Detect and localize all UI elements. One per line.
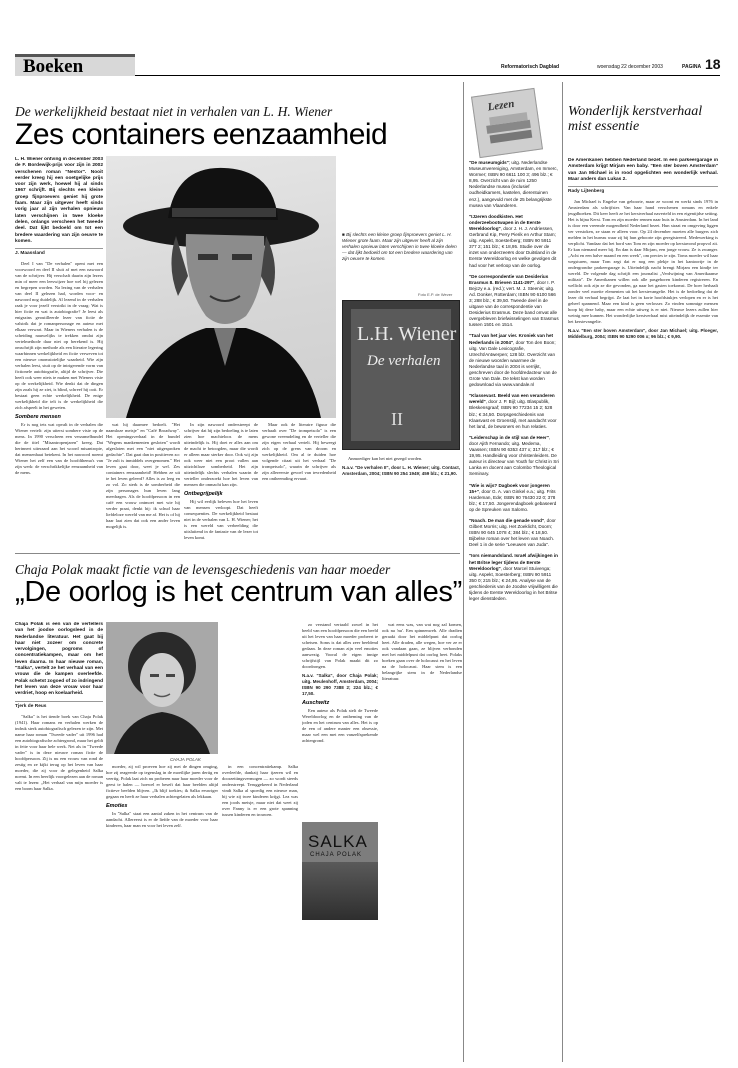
article2-body-4: zo verstand vertaald zowel in het beeld van een hoofdpersoon die een beeld uit het leven van haar moeder probeert te schetsen. Soms is dat alles zeer beeldend gedaan. In deze roman zijn veel emoties aanwezig. Vooral de eigen innige schrijfstijl van Polak maakt dit zo doordrongen.: [302, 622, 378, 669]
book-list-item: [469, 483, 559, 513]
book-list-title: "De museumgids": [469, 160, 509, 165]
book-list-item: [469, 214, 559, 269]
article2-lead: Chaja Polak is een van de vertellers van het joodse oorlogsleed in de Nederlandse literatuur. Het gaat bij haar niet zozeer om concrete vervolgingen, pogroms of concentratiekampen, maar om het leven daarna. In haar nieuwe roman, "Salka", vertelt ze het verhaal van een vrouw die de kampen overleefde. Polak schetst zogoed of zo indringend het leven van deze vrouw voor haar verdriet, hoop en koelaarheid.: [15, 622, 103, 697]
book-list-title: "Iors niemandsland. Israël afwijkingen in het Britse leger tijdens de Eerste Wereldoorlog": [469, 553, 558, 571]
article2-body-1: "Salka" is het tiende boek van Chaja Polak (1941). Haar romans en verhalen werken de indruk sterk autobiografisch gelezen te zijn. Met name haar roman "Tweede vader" uit 1996 had een autobiografische achtergrond, maar het geldt in feite voor haar hele werk. Net als in "Tweede vader" is in deze nieuwe roman fictie de hoofdpersoon. Zij is nu een vrouw van rond de zestig en ze kijkt terug op het leven van haar moeder, die zij voor de gelegenheid Salka noemt. In een heerlijk voorgelezen aan de roman valt te lezen: „Het verhaal van mijn moeder is een boom haar Salka.: [15, 713, 103, 791]
article-divider: [15, 553, 460, 554]
article1-column-5: [342, 456, 460, 548]
book-list-details: , door G. A. van Ginkel e.a.; uitg. Frits Hardeman, Ede; ISBN 90 76430 22 0; 378 blz.; € 17,50. Jongerendagboek gebaseerd op de Spreuken van Salomo.: [469, 488, 557, 512]
page-date: woensdag 22 december 2003: [597, 64, 663, 70]
book-list-title: "Wie is wijs? Dagboek voor jongeren 15+": [469, 482, 550, 494]
book-list-title: "Leiderschap in de stijl van de Heer": [469, 434, 549, 440]
book-list-title: "De correspondentie van Desiderius Erasmus 8. Brieven 1141-297": [469, 273, 549, 285]
article2-column-1: [15, 622, 103, 1062]
new-books-list: [469, 160, 559, 1060]
book-list-details: , door Ajith Fernando; uitg. Medema, Vaassen; ISBN 90 6353 437 x; 317 blz.; € 19,95. Handleiding voor christenleiders. De auteur is directeur van Youth for Christ in Sri Lanka en docent aan Colombo Theological Seminary.: [469, 434, 559, 477]
article1-body-1b: Er is nog iets wat opvalt in de verhalen die Wiener vertelt: zijn uiterst sombere visie op de mens. In 1990 verscheen een verzamelbundel die de titel "Misantropenjaren" kreeg. Dat herinnert uiteraard aan het woord misantropie, dat mensenhaat betekent. In het nawoord noemt Wiener het zelf een van de hoofdthema's van zijn werk: de verschrikkelijke eenzaamheid van de mens.: [15, 422, 103, 476]
article1-subhead-2: Ontbegrijpelijk: [184, 491, 223, 497]
sidebar-book-info: N.a.v. "Een ster boven Amsterdam", door Jan Michael; uitg. Ploeger, Middelburg, 2004; ISBN 90 5290 006 x; 96 blz.; € 9,90.: [568, 328, 718, 340]
article2-body-2: moeder, zij wil proeven hoe zij met de dingen omging, hoe zij reageerde op tegenslag in de moeilijke jaren dertig en veertig. Polak laat zich nu proberen naar haar moeder voor de geest te halen — hoewel er beseft dat haar beelden altijd fictieve beelden blijven. „Ik blijf toekies; ik Salka eeuwiger gegaan en heeft ze haar verhalen achtergelaten als lekkaan.: [106, 764, 218, 799]
page-header: [15, 54, 720, 76]
article2-body-2b: In "Salka" staat een aantal zaken in het centrum van de aandacht. Allereerst is er de liefde van de moeder voor haar kinderen, haar man en voor het leven zelf.: [106, 811, 218, 828]
article2-subhead-2: Auschwitz: [302, 700, 330, 706]
portrait-illustration: [106, 156, 336, 418]
book-list-item: [469, 160, 559, 209]
article2-column-5: [382, 622, 462, 1062]
sidebar-body: Jan Michael is Engelse van geboorte, maar ze woont en werkt sinds 1976 in Amsterdam als schrijfster. Van haar hand verschenen romans en enkele jeugdboeken. Dit keer heeft ze het kerstverhaal naverteld in een eigentijdse setting. Het is bijna Kerst. Tom en zijn moeder rennen naar huis in Amsterdam. In het land is door een vreemde mogendheid Nederland bezet. Hun straat en omgeving liggen ver verstoken, ze staan er alleen voor. Op 24 december moeten alle burgers zich melden in het bureau waar zij bij hun geboorte zijn geregistreerd. Medewerking is verplicht. Vandaar dat het bord van Tom en zijn moeder op kerstavond propvol zit. Er kan niemand meer bij. En dan is daar Mirjam, een jonge vrouw. Ze is zwanger. „Acht en een halve maand en een week", om precies te zijn. Toms moeder wil haar wegsturen, maar Tom zegt dat er nog een plekje in het kantoortje in de ondergrondse parkeergarage is. Uiteindelijk nacht brengt Mirjam een kindje ter wereld. De volgende dag schrijft een journalist „Verdwijning van Amerikaanse militair". De Amerikanen willen ook alle pasgeboren kinderen registreren. En wellicht ook zijn ze die gevonden, ga naar het gasten toekomst. De boer herhaalt zonder veel moeite elementen uit het kerstevangelie. Het is de bedoeling dat de lezer dit verhaal begrijpt. Ze laat het in korte hoofdstukjes verlopen en er is het geheel spannend. Maar een kind is geen verlosser. Zo vinden sommige mensen hoop bij deze baby, maar een echte uitweg is er niet. Nieuwe lezers zullen hier weinig mee kunnen. Het wonderlijke kerstverhaal mist uiteindelijk de essentie van het kerstevangelie.: [568, 199, 718, 325]
article1-body-1: Deel I van "De verhalen" opent met een voorwoord en deel II sluit af met een nawoord van de schrijver. Hij verschaft daarin zijn lezers min of meer een leeswijzer hoe wel hij gelezen en begrepen worden. Na lezing van de verhalen van deel II gelezen had, worden voor- en nawoord nog duidelijk. Al lezend in de verhalen raak je voor jezelf verstrikt in de vraag: Wat is hier fictie en wat is autobiografie? Je leest als enigszins geoutilleerde lezer van fictie de valstrik dat je romanpersonage en auteur met elkaar verwart. Maar in Wieners verhalen is de scheiding nauwelijks te trekken omdat zijn vertelmethode daar niet op berekend is. Hij omschrijft zijn methode als een literaire legering waarbinnen werkelijkheid en fictie verweven tot een nieuwe onomstotelijke waarheid. Wie zijn verhalen leest, stuit op de intrigerende vorm van fictionele autobiografie, altijd de schrijver. Die heeft ook weer niets te maken met Wieners visie op de werkelijkheid. Wie denkt dat de dingen zijn zoals hij ze ziet, is blind, schreef hij ooit. Er bestaat geen echte werkelijkheid. De enige werkelijkheid die telt is de werkelijkheid die zich afspeelt in het geweten.: [15, 261, 103, 411]
article2-body-4b: Een auteur als Polak stelt de Tweede Wereldoorlog en de ontheming van de joden en het centrum van alles. Het is op de een of andere manier een obsessie, maar wel een met een vanzelfsprekende achtergrond.: [302, 708, 378, 743]
article1-column-3: [184, 422, 258, 547]
sidebar-divider-right: [562, 82, 563, 1062]
article2-book-info: N.a.v. "Salka", door Chaja Polak; uitg. Meulenhoff, Amsterdam, 2004; ISBN 90 290 7388 2; 224 blz.; € 17,50.: [302, 673, 378, 696]
book-list-title: "IJzeren doodkisten. Het onderzeebootwapen in de Eerste Wereldoorlog": [469, 213, 541, 231]
wiener-book-cover: [342, 300, 460, 450]
article1-column-1: [15, 157, 103, 547]
book-list-details: ; uitg. Nederlandse Museumvereniging, Amsterdam, en Inmerc, Wormer; ISBN 90 6611 100 3; 496 blz.; € 8,95. Overzicht van de ruim 1250 Nederlandse musea (inclusief oudheidkamers, kastelen, dierentuinen enz.), aangevuld met de 25 belangrijkste musea van Vlaanderen.: [469, 160, 558, 208]
sidebar-kicker: Wonderlijk kerstverhaal mist essentie: [568, 104, 703, 134]
sidebar-article: [568, 158, 718, 1062]
article1-body-3b: Hij wil eerlijk beleven hoe het leven van mensen verloopt. Dat heeft consequenties. De werkelijkheid bestaat niet in de verhalen van L. H. Wiener; het is een wereld van verbeelding die uitsluitend in de fantasie van de lezer tot leven komt.: [184, 499, 258, 540]
book-list-item: [469, 435, 559, 478]
wiener-cover-title: De verhalen: [367, 353, 441, 369]
book-list-item: [469, 393, 559, 430]
article2-body-3: in een concentratiekamp. Salka overleefde, dankzij haar ijzeren wil en doorzettingsvermogen — zo wordt steeds onderstreept. Teruggekeerd in Nederland vindt Salka al spoedig een nieuwe man, bij wie zij twee kinderen krijgt. Lea was een joods meisje, maar niet dat weet zij over Fanny is er een grote spanning tussen kinderen en trouwen.: [222, 764, 298, 817]
book-list-item: [469, 553, 559, 602]
book-list-title: "Klassevast. Beeld van een veranderen wereld": [469, 393, 555, 405]
article1-photo-caption: ■ Bij slechts een kleine groep fijnproevers geniet L. H. Wiener grote faam. Maar zijn uitgever heeft al zijn verhalen opnieuw laten verschijnen in twee kloeke delen — dat lijkt bedoeld om tot een bredere waardering van zijn oeuvre te komen.: [342, 232, 457, 261]
sidebar-lead: De Amerikanen hebben Nederland bezet. In een parkeergarage in Amsterdam krijgt Mirjam een baby. "Een ster boven Amsterdam" van Jan Michael is in rood opgelichten een wonderlijk verhaal. Maar anders dan Lukas 2.: [568, 158, 718, 182]
article1-kicker: De werkelijkheid bestaat niet in verhalen van L. H. Wiener: [15, 104, 333, 119]
salka-cover-author: CHAJA POLAK: [310, 852, 363, 858]
polak-illustration: [106, 622, 218, 754]
article2-subhead-1: Emoties: [106, 803, 128, 809]
book-list-details: , door Marcel Stuivenga; uitg. Aspekt, Soesterberg; ISBN 90 5911 350 0; 215 blz.; € 24,95. Analyse van de geschiedenis van de Joodse vrijwilligers die tijdens de Eerste Wereldoorlog in het Britse leger dienstdeden.: [469, 565, 558, 602]
article1-body-3: In zijn nawoord onderstreept de schrijver dat hij zijn bedoeling is te laten zien hoe machteloos de mens uiteindelijk is. Hij doet er alles aan om de macht te betoogden, maar die wordt er alleen maar sterker door. Ook wij zijn ook weer niet een prooi vallen aan uitzichtloze somberheid. Het zijn uiteindelijk slechts verhalen waarin de verteller onderzoekt hoe het leven van mensen die onmacht kan zijn.: [184, 422, 258, 487]
article1-subhead-1: Sombere mensen: [15, 414, 61, 421]
article1-body-5: Anmoediger kan het niet gezegd worden.: [348, 456, 423, 461]
article2-title: „De oorlog is het centrum van alles”: [15, 576, 462, 608]
book-list-details: , door Gilbert Morris; uitg. Het Zoeklicht, Doorn; ISBN 90 645 1078 4; 384 blz.; € 18,50. Bijbelse roman over het leven van Noach. Deel 1 in de serie "Leeuwen van Juda".: [469, 517, 556, 548]
sidebar-badge: [471, 88, 543, 158]
article1-column-2: [106, 422, 180, 547]
polak-portrait-photo: [106, 622, 218, 754]
book-list-details: , door J. H. J. Andriessen, Gerbrand Kip, Perry Pierik en Arthur Stam; uitg. Aspekt, Soesterberg; ISBN 90 5911 377 2; 151 blz.; € 18,95. Studie over de inzet van onderzeeërs door Duitsland in de Eerste Wereldoorlog en welke gevolgen dit had voor het verloop van de oorlog.: [469, 225, 557, 268]
book-list-title: "Taal van het jaar vier. Kroniek van het Nederlands in 2004": [469, 333, 554, 345]
article1-author: J. Maassland: [15, 248, 103, 257]
article1-lead: L. H. Wiener ontving in december 2003 de F. Bordewijk-prijs voor zijn in 2002 verschenen roman "Nestor". Nooit eerder kreeg hij een ooetgelijke prijs voor zijn werk, hoewel hij al sinds 1967 schrijft. Bij slechts een kleine groep fijnproevers geniet hij grote faam. Maar zijn uitgever heeft sinds vorig jaar al zijn verhalen opnieuw laten verschijnen in twee kloeke delen, onlangs verscheen het tweede deel. Dat lijkt bedoeld om tot een bredere waardering van zijn oeuvre te komen.: [15, 157, 103, 244]
article1-body-4: Maar ook de literaire figuur die verhaalt over "De trompetsolo" is een gewone vreemdeling en de verteller die zijn eigen verhaal vertelt. Hij beweegt zich op de grens van droom en werkelijkheid. Om al te duiden hoe volgende citaat uit het verhaal "De trompetsolo", waarin de schrijver als zijn allereerste gevoel van tevredenheid een ontheemding ervaart.: [262, 422, 336, 481]
wiener-cover-volume: II: [391, 409, 403, 429]
book-list-details: , door I. P. Bejczy e.a. (red.); vert. M. J. Steenis; uitg. Ad. Donker, Rotterdam; ISBN 90 6100 566 3; 288 blz.; € 39,50. Tweede deel in de uitgave van de correspondentie van Desiderius Erasmus. Deze band omvat alle overgebleven briefwisselingen van Erasmus tussen 1501 en 1514.: [469, 279, 559, 328]
book-list-item: [469, 333, 559, 388]
page-label: PAGINA: [682, 64, 702, 70]
article1-body-2: wat hij daarmee bedoelt. "Het naamloze meisje" en "Café Broadway". Het openingsverhaal in de bundel "Wegens mankementen gesloten" wordt afgesloten met een "niet uitgesproken gedachte". Dat gaat dan in positieven zo: "Je zult is inmiddels overgenomen." Het leven gaat door, weet je wel. Zes containers eenzaamheid! Hebben ze uit te het leven geleerd? Alles is zo leeg en zo vol. Zo sterk is de somberheid die zijn personages hun leven lang meedragen. Als de hoofdpersoon in een café een vrouw ontmoet met wie hij verder praat, denkt hij: ik schud haar liefdeloze wereld van me af. Het is of hij haar laat zien dat ook een ander leven mogelijk is.: [106, 422, 180, 529]
book-list-details: , door J. P. Bijl; uitg. Blaspublik, Bleskensgraaf; ISBN 90 77234 15 2; 528 blz.; € 34,50. Dorpsgeschiedenis van Klaasvast en Groenstijl, met aandacht voor het land, de bewoners en hun relaties.: [469, 399, 557, 429]
sidebar-divider-left: [463, 82, 464, 1062]
page-number: 18: [705, 56, 721, 72]
salka-book-cover: [302, 822, 378, 920]
article1-title: Zes containers eenzaamheid: [15, 118, 388, 151]
article1-book-info: N.a.v. "De verhalen II", door L. H. Wiener; uitg. Contact, Amsterdam, 2004; ISBN 90 254 1949; 459 blz.; € 21,90.: [342, 465, 460, 476]
book-list-item: [469, 274, 559, 329]
book-list-details: , door Ton den Boon; uitg. Van Dale Lexicografie, Utrecht/Antwerpen; 128 blz. Overzicht van de nieuwe woorden waarmee de Nederlandse taal in 2004 is verrijkt, geschreven door de hoofdredacteur van de Grote Van Dale. De tekst kan worden gedownload via www.vandale.nl: [469, 339, 557, 388]
article2-column-3: [222, 764, 298, 1062]
polak-photo-caption: CHAJA POLAK: [170, 757, 201, 762]
article2-body-5: wat eens was, van wat nog zal komen, ook na 'nu'. Een spinnenweb. Alle dradien geraakt door het middelpunt dat oorlog heet. Alle draden, alle wegen, hoe ver ze er ook vandaan gaan, ze blijven verbonden met het middelpunt dat oorlog heet. Polaks boeken gaan over de holocaust en het leven na de holocaust. Haar stem is een belangrijke stem in de Nederlandse literatuur.: [382, 622, 462, 681]
sidebar-badge-label: Lezen: [486, 97, 516, 114]
salka-cover-title: SALKA: [308, 832, 368, 851]
book-list-title: "Noach. De man die genade vond": [469, 517, 545, 523]
article1-column-4: [262, 422, 336, 547]
caption-bullet-icon: ■: [342, 232, 347, 237]
paper-name: Reformatorisch Dagblad: [501, 64, 560, 70]
article1-photo-credit: Foto E.P. de Wever: [418, 292, 453, 297]
article2-column-2: [106, 764, 218, 1062]
sidebar-author: Rady Lijtenberg: [568, 186, 718, 195]
article2-kicker: Chaja Polak maakt fictie van de levensgeschiedenis van haar moeder: [15, 562, 391, 577]
article2-author: Tjerk de Reus: [15, 701, 103, 710]
wiener-cover-author: L.H. Wiener: [357, 323, 457, 345]
section-tab: [15, 54, 135, 76]
section-title: Boeken: [23, 56, 84, 77]
wiener-portrait-photo: [106, 156, 336, 418]
book-list-item: [469, 518, 559, 548]
